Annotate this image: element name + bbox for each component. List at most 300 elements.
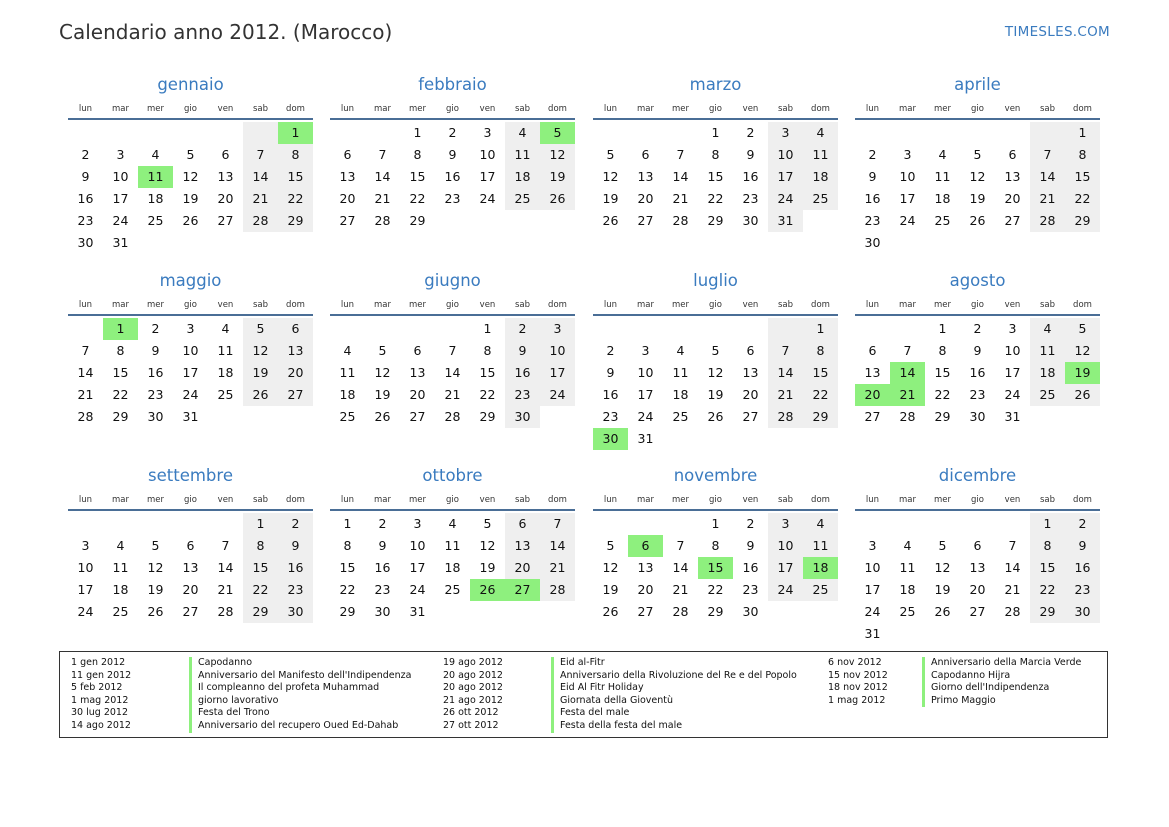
day-cell[interactable]: 16 (505, 362, 540, 384)
day-cell[interactable]: 17 (637, 387, 654, 402)
day-cell[interactable]: 15 (278, 166, 313, 188)
day-cell[interactable]: 17 (479, 169, 496, 184)
day-cell[interactable]: 23 (1065, 579, 1100, 601)
day-cell[interactable]: 11 (934, 169, 951, 184)
day-cell[interactable]: 13 (969, 560, 986, 575)
day-cell[interactable]: 1 (938, 321, 947, 336)
day-cell[interactable]: 21 (374, 191, 391, 206)
day-cell[interactable]: 26 (147, 604, 164, 619)
day-cell[interactable]: 25 (899, 604, 916, 619)
day-cell[interactable]: 3 (413, 516, 422, 531)
day-cell[interactable]: 18 (112, 582, 129, 597)
day-cell[interactable]: 18 (899, 582, 916, 597)
day-cell[interactable]: 30 (374, 604, 391, 619)
day-cell[interactable]: 14 (243, 166, 278, 188)
day-cell[interactable]: 14 (1004, 560, 1021, 575)
day-cell[interactable]: 21 (768, 384, 803, 406)
day-cell[interactable]: 17 (112, 191, 129, 206)
day-cell[interactable]: 4 (676, 343, 685, 358)
day-cell[interactable]: 11 (112, 560, 129, 575)
day-cell[interactable]: 6 (973, 538, 982, 553)
day-cell[interactable]: 28 (444, 409, 461, 424)
day-cell[interactable]: 9 (81, 169, 90, 184)
day-cell[interactable]: 26 (374, 409, 391, 424)
day-cell[interactable]: 1 (243, 513, 278, 535)
day-cell[interactable]: 7 (378, 147, 387, 162)
day-cell[interactable]: 21 (243, 188, 278, 210)
day-cell[interactable]: 19 (147, 582, 164, 597)
day-cell[interactable]: 22 (1030, 579, 1065, 601)
day-cell[interactable]: 11 (339, 365, 356, 380)
day-cell[interactable]: 27 (505, 579, 540, 601)
day-cell[interactable]: 6 (1008, 147, 1017, 162)
day-cell[interactable]: 14 (672, 560, 689, 575)
day-cell[interactable]: 17 (899, 191, 916, 206)
day-cell[interactable]: 5 (540, 122, 575, 144)
day-cell[interactable]: 18 (217, 365, 234, 380)
day-cell[interactable]: 20 (742, 387, 759, 402)
day-cell[interactable]: 29 (803, 406, 838, 428)
day-cell[interactable]: 10 (1004, 343, 1021, 358)
day-cell[interactable]: 8 (413, 147, 422, 162)
day-cell[interactable]: 3 (768, 513, 803, 535)
day-cell[interactable]: 12 (707, 365, 724, 380)
day-cell[interactable]: 27 (339, 213, 356, 228)
day-cell[interactable]: 25 (444, 582, 461, 597)
day-cell[interactable]: 11 (899, 560, 916, 575)
day-cell[interactable]: 4 (151, 147, 160, 162)
day-cell[interactable]: 20 (637, 582, 654, 597)
day-cell[interactable]: 30 (147, 409, 164, 424)
day-cell[interactable]: 25 (672, 409, 689, 424)
day-cell[interactable]: 20 (339, 191, 356, 206)
brand-logo[interactable]: TIMESLES.COM (1004, 24, 1110, 40)
day-cell[interactable]: 10 (768, 535, 803, 557)
day-cell[interactable]: 27 (278, 384, 313, 406)
day-cell[interactable]: 11 (803, 144, 838, 166)
day-cell[interactable]: 17 (409, 560, 426, 575)
day-cell[interactable]: 23 (969, 387, 986, 402)
day-cell[interactable]: 1 (278, 122, 313, 144)
day-cell[interactable]: 28 (77, 409, 94, 424)
day-cell[interactable]: 22 (479, 387, 496, 402)
day-cell[interactable]: 26 (1065, 384, 1100, 406)
day-cell[interactable]: 16 (147, 365, 164, 380)
day-cell[interactable]: 16 (374, 560, 391, 575)
day-cell[interactable]: 4 (505, 122, 540, 144)
day-cell[interactable]: 29 (112, 409, 129, 424)
day-cell[interactable]: 6 (343, 147, 352, 162)
day-cell[interactable]: 22 (934, 387, 951, 402)
day-cell[interactable]: 9 (1065, 535, 1100, 557)
day-cell[interactable]: 2 (746, 125, 755, 140)
day-cell[interactable]: 26 (934, 604, 951, 619)
day-cell[interactable]: 25 (339, 409, 356, 424)
day-cell[interactable]: 28 (217, 604, 234, 619)
day-cell[interactable]: 28 (1004, 604, 1021, 619)
day-cell[interactable]: 12 (182, 169, 199, 184)
day-cell[interactable]: 5 (711, 343, 720, 358)
day-cell[interactable]: 16 (602, 387, 619, 402)
day-cell[interactable]: 19 (540, 166, 575, 188)
day-cell[interactable]: 6 (641, 147, 650, 162)
day-cell[interactable]: 13 (637, 560, 654, 575)
day-cell[interactable]: 21 (77, 387, 94, 402)
day-cell[interactable]: 12 (969, 169, 986, 184)
day-cell[interactable]: 3 (1008, 321, 1017, 336)
day-cell[interactable]: 31 (864, 626, 881, 641)
day-cell[interactable]: 27 (182, 604, 199, 619)
day-cell[interactable]: 29 (1030, 601, 1065, 623)
day-cell[interactable]: 5 (243, 318, 278, 340)
day-cell[interactable]: 6 (221, 147, 230, 162)
day-cell[interactable]: 18 (339, 387, 356, 402)
day-cell[interactable]: 4 (116, 538, 125, 553)
day-cell[interactable]: 27 (742, 409, 759, 424)
day-cell[interactable]: 20 (409, 387, 426, 402)
day-cell[interactable]: 27 (637, 604, 654, 619)
day-cell[interactable]: 12 (147, 560, 164, 575)
day-cell[interactable]: 2 (606, 343, 615, 358)
day-cell[interactable]: 10 (768, 144, 803, 166)
day-cell[interactable]: 30 (593, 428, 628, 450)
day-cell[interactable]: 19 (243, 362, 278, 384)
day-cell[interactable]: 21 (1004, 582, 1021, 597)
day-cell[interactable]: 10 (637, 365, 654, 380)
day-cell[interactable]: 10 (899, 169, 916, 184)
day-cell[interactable]: 10 (112, 169, 129, 184)
day-cell[interactable]: 16 (742, 169, 759, 184)
day-cell[interactable]: 18 (147, 191, 164, 206)
day-cell[interactable]: 5 (483, 516, 492, 531)
day-cell[interactable]: 26 (540, 188, 575, 210)
day-cell[interactable]: 27 (637, 213, 654, 228)
day-cell[interactable]: 5 (606, 538, 615, 553)
day-cell[interactable]: 3 (903, 147, 912, 162)
day-cell[interactable]: 20 (1004, 191, 1021, 206)
day-cell[interactable]: 7 (540, 513, 575, 535)
day-cell[interactable]: 15 (934, 365, 951, 380)
day-cell[interactable]: 28 (243, 210, 278, 232)
day-cell[interactable]: 24 (540, 384, 575, 406)
day-cell[interactable]: 20 (969, 582, 986, 597)
day-cell[interactable]: 23 (147, 387, 164, 402)
day-cell[interactable]: 9 (505, 340, 540, 362)
day-cell[interactable]: 17 (1004, 365, 1021, 380)
day-cell[interactable]: 1 (1030, 513, 1065, 535)
day-cell[interactable]: 16 (278, 557, 313, 579)
day-cell[interactable]: 22 (707, 582, 724, 597)
day-cell[interactable]: 19 (707, 387, 724, 402)
day-cell[interactable]: 21 (444, 387, 461, 402)
day-cell[interactable]: 4 (938, 147, 947, 162)
day-cell[interactable]: 8 (1030, 535, 1065, 557)
day-cell[interactable]: 11 (138, 166, 173, 188)
day-cell[interactable]: 3 (483, 125, 492, 140)
day-cell[interactable]: 28 (540, 579, 575, 601)
day-cell[interactable]: 5 (1065, 318, 1100, 340)
day-cell[interactable]: 3 (81, 538, 90, 553)
day-cell[interactable]: 24 (864, 604, 881, 619)
day-cell[interactable]: 7 (768, 340, 803, 362)
day-cell[interactable]: 26 (602, 604, 619, 619)
day-cell[interactable]: 11 (444, 538, 461, 553)
day-cell[interactable]: 23 (77, 213, 94, 228)
day-cell[interactable]: 10 (864, 560, 881, 575)
day-cell[interactable]: 27 (864, 409, 881, 424)
day-cell[interactable]: 15 (479, 365, 496, 380)
day-cell[interactable]: 9 (378, 538, 387, 553)
day-cell[interactable]: 30 (864, 235, 881, 250)
day-cell[interactable]: 13 (864, 365, 881, 380)
day-cell[interactable]: 24 (77, 604, 94, 619)
day-cell[interactable]: 7 (1030, 144, 1065, 166)
day-cell[interactable]: 19 (182, 191, 199, 206)
day-cell[interactable]: 20 (505, 557, 540, 579)
day-cell[interactable]: 23 (278, 579, 313, 601)
day-cell[interactable]: 8 (278, 144, 313, 166)
day-cell[interactable]: 14 (374, 169, 391, 184)
day-cell[interactable]: 13 (409, 365, 426, 380)
day-cell[interactable]: 8 (483, 343, 492, 358)
day-cell[interactable]: 9 (278, 535, 313, 557)
day-cell[interactable]: 26 (707, 409, 724, 424)
day-cell[interactable]: 15 (707, 169, 724, 184)
day-cell[interactable]: 21 (890, 384, 925, 406)
day-cell[interactable]: 31 (182, 409, 199, 424)
day-cell[interactable]: 29 (278, 210, 313, 232)
day-cell[interactable]: 25 (147, 213, 164, 228)
day-cell[interactable]: 7 (221, 538, 230, 553)
day-cell[interactable]: 8 (1065, 144, 1100, 166)
day-cell[interactable]: 14 (540, 535, 575, 557)
day-cell[interactable]: 24 (1004, 387, 1021, 402)
day-cell[interactable]: 6 (868, 343, 877, 358)
day-cell[interactable]: 28 (1030, 210, 1065, 232)
day-cell[interactable]: 14 (1030, 166, 1065, 188)
day-cell[interactable]: 31 (768, 210, 803, 232)
day-cell[interactable]: 9 (746, 147, 755, 162)
day-cell[interactable]: 7 (676, 538, 685, 553)
day-cell[interactable]: 26 (602, 213, 619, 228)
day-cell[interactable]: 23 (602, 409, 619, 424)
day-cell[interactable]: 6 (278, 318, 313, 340)
day-cell[interactable]: 5 (151, 538, 160, 553)
day-cell[interactable]: 24 (112, 213, 129, 228)
day-cell[interactable]: 4 (1030, 318, 1065, 340)
day-cell[interactable]: 27 (409, 409, 426, 424)
day-cell[interactable]: 10 (409, 538, 426, 553)
day-cell[interactable]: 17 (864, 582, 881, 597)
day-cell[interactable]: 20 (855, 384, 890, 406)
day-cell[interactable]: 18 (1030, 362, 1065, 384)
day-cell[interactable]: 10 (479, 147, 496, 162)
day-cell[interactable]: 19 (602, 582, 619, 597)
day-cell[interactable]: 29 (479, 409, 496, 424)
day-cell[interactable]: 22 (707, 191, 724, 206)
day-cell[interactable]: 3 (540, 318, 575, 340)
day-cell[interactable]: 5 (186, 147, 195, 162)
day-cell[interactable]: 16 (864, 191, 881, 206)
day-cell[interactable]: 8 (803, 340, 838, 362)
day-cell[interactable]: 31 (112, 235, 129, 250)
day-cell[interactable]: 29 (339, 604, 356, 619)
day-cell[interactable]: 9 (868, 169, 877, 184)
day-cell[interactable]: 3 (868, 538, 877, 553)
day-cell[interactable]: 31 (1004, 409, 1021, 424)
day-cell[interactable]: 6 (186, 538, 195, 553)
day-cell[interactable]: 13 (637, 169, 654, 184)
day-cell[interactable]: 11 (505, 144, 540, 166)
day-cell[interactable]: 16 (444, 169, 461, 184)
day-cell[interactable]: 8 (711, 538, 720, 553)
day-cell[interactable]: 8 (711, 147, 720, 162)
day-cell[interactable]: 14 (672, 169, 689, 184)
day-cell[interactable]: 3 (116, 147, 125, 162)
day-cell[interactable]: 9 (448, 147, 457, 162)
day-cell[interactable]: 26 (243, 384, 278, 406)
day-cell[interactable]: 22 (243, 579, 278, 601)
day-cell[interactable]: 12 (934, 560, 951, 575)
day-cell[interactable]: 22 (339, 582, 356, 597)
day-cell[interactable]: 2 (973, 321, 982, 336)
day-cell[interactable]: 17 (540, 362, 575, 384)
day-cell[interactable]: 17 (182, 365, 199, 380)
day-cell[interactable]: 14 (768, 362, 803, 384)
day-cell[interactable]: 30 (742, 604, 759, 619)
day-cell[interactable]: 5 (606, 147, 615, 162)
day-cell[interactable]: 24 (768, 579, 803, 601)
day-cell[interactable]: 19 (934, 582, 951, 597)
day-cell[interactable]: 19 (602, 191, 619, 206)
day-cell[interactable]: 13 (742, 365, 759, 380)
day-cell[interactable]: 11 (803, 535, 838, 557)
day-cell[interactable]: 30 (742, 213, 759, 228)
day-cell[interactable]: 16 (1065, 557, 1100, 579)
day-cell[interactable]: 29 (1065, 210, 1100, 232)
day-cell[interactable]: 2 (868, 147, 877, 162)
day-cell[interactable]: 25 (217, 387, 234, 402)
day-cell[interactable]: 9 (151, 343, 160, 358)
day-cell[interactable]: 20 (278, 362, 313, 384)
day-cell[interactable]: 23 (864, 213, 881, 228)
day-cell[interactable]: 13 (278, 340, 313, 362)
day-cell[interactable]: 15 (243, 557, 278, 579)
day-cell[interactable]: 25 (112, 604, 129, 619)
day-cell[interactable]: 24 (409, 582, 426, 597)
day-cell[interactable]: 24 (182, 387, 199, 402)
day-cell[interactable]: 7 (1008, 538, 1017, 553)
day-cell[interactable]: 7 (81, 343, 90, 358)
day-cell[interactable]: 12 (602, 169, 619, 184)
day-cell[interactable]: 2 (505, 318, 540, 340)
day-cell[interactable]: 5 (938, 538, 947, 553)
day-cell[interactable]: 13 (339, 169, 356, 184)
day-cell[interactable]: 3 (641, 343, 650, 358)
day-cell[interactable]: 12 (479, 538, 496, 553)
day-cell[interactable]: 17 (768, 557, 803, 579)
day-cell[interactable]: 1 (343, 516, 352, 531)
day-cell[interactable]: 30 (505, 406, 540, 428)
day-cell[interactable]: 21 (217, 582, 234, 597)
day-cell[interactable]: 31 (409, 604, 426, 619)
day-cell[interactable]: 6 (505, 513, 540, 535)
day-cell[interactable]: 7 (243, 144, 278, 166)
day-cell[interactable]: 5 (973, 147, 982, 162)
day-cell[interactable]: 18 (505, 166, 540, 188)
day-cell[interactable]: 4 (903, 538, 912, 553)
day-cell[interactable]: 22 (278, 188, 313, 210)
day-cell[interactable]: 9 (746, 538, 755, 553)
day-cell[interactable]: 28 (672, 213, 689, 228)
day-cell[interactable]: 15 (1030, 557, 1065, 579)
day-cell[interactable]: 4 (221, 321, 230, 336)
day-cell[interactable]: 29 (707, 213, 724, 228)
day-cell[interactable]: 14 (890, 362, 925, 384)
day-cell[interactable]: 8 (343, 538, 352, 553)
day-cell[interactable]: 10 (77, 560, 94, 575)
day-cell[interactable]: 18 (803, 557, 838, 579)
day-cell[interactable]: 14 (217, 560, 234, 575)
day-cell[interactable]: 11 (672, 365, 689, 380)
day-cell[interactable]: 13 (505, 535, 540, 557)
day-cell[interactable]: 29 (934, 409, 951, 424)
day-cell[interactable]: 16 (969, 365, 986, 380)
day-cell[interactable]: 1 (413, 125, 422, 140)
day-cell[interactable]: 21 (672, 191, 689, 206)
day-cell[interactable]: 7 (448, 343, 457, 358)
day-cell[interactable]: 15 (1065, 166, 1100, 188)
day-cell[interactable]: 22 (112, 387, 129, 402)
day-cell[interactable]: 16 (742, 560, 759, 575)
day-cell[interactable]: 23 (742, 582, 759, 597)
day-cell[interactable]: 23 (444, 191, 461, 206)
day-cell[interactable]: 10 (182, 343, 199, 358)
day-cell[interactable]: 24 (768, 188, 803, 210)
day-cell[interactable]: 25 (505, 188, 540, 210)
day-cell[interactable]: 17 (768, 166, 803, 188)
day-cell[interactable]: 21 (672, 582, 689, 597)
day-cell[interactable]: 31 (637, 431, 654, 446)
day-cell[interactable]: 12 (374, 365, 391, 380)
day-cell[interactable]: 13 (182, 560, 199, 575)
day-cell[interactable]: 30 (1065, 601, 1100, 623)
day-cell[interactable]: 11 (217, 343, 234, 358)
day-cell[interactable]: 27 (217, 213, 234, 228)
day-cell[interactable]: 8 (243, 535, 278, 557)
day-cell[interactable]: 30 (278, 601, 313, 623)
day-cell[interactable]: 13 (217, 169, 234, 184)
day-cell[interactable]: 11 (1030, 340, 1065, 362)
day-cell[interactable]: 26 (470, 579, 505, 601)
day-cell[interactable]: 6 (413, 343, 422, 358)
day-cell[interactable]: 12 (540, 144, 575, 166)
day-cell[interactable]: 19 (1065, 362, 1100, 384)
day-cell[interactable]: 18 (444, 560, 461, 575)
day-cell[interactable]: 2 (151, 321, 160, 336)
day-cell[interactable]: 12 (602, 560, 619, 575)
day-cell[interactable]: 23 (374, 582, 391, 597)
day-cell[interactable]: 29 (243, 601, 278, 623)
day-cell[interactable]: 15 (803, 362, 838, 384)
day-cell[interactable]: 30 (969, 409, 986, 424)
day-cell[interactable]: 3 (186, 321, 195, 336)
day-cell[interactable]: 15 (409, 169, 426, 184)
day-cell[interactable]: 27 (969, 604, 986, 619)
day-cell[interactable]: 18 (803, 166, 838, 188)
day-cell[interactable]: 23 (505, 384, 540, 406)
day-cell[interactable]: 1 (1065, 122, 1100, 144)
